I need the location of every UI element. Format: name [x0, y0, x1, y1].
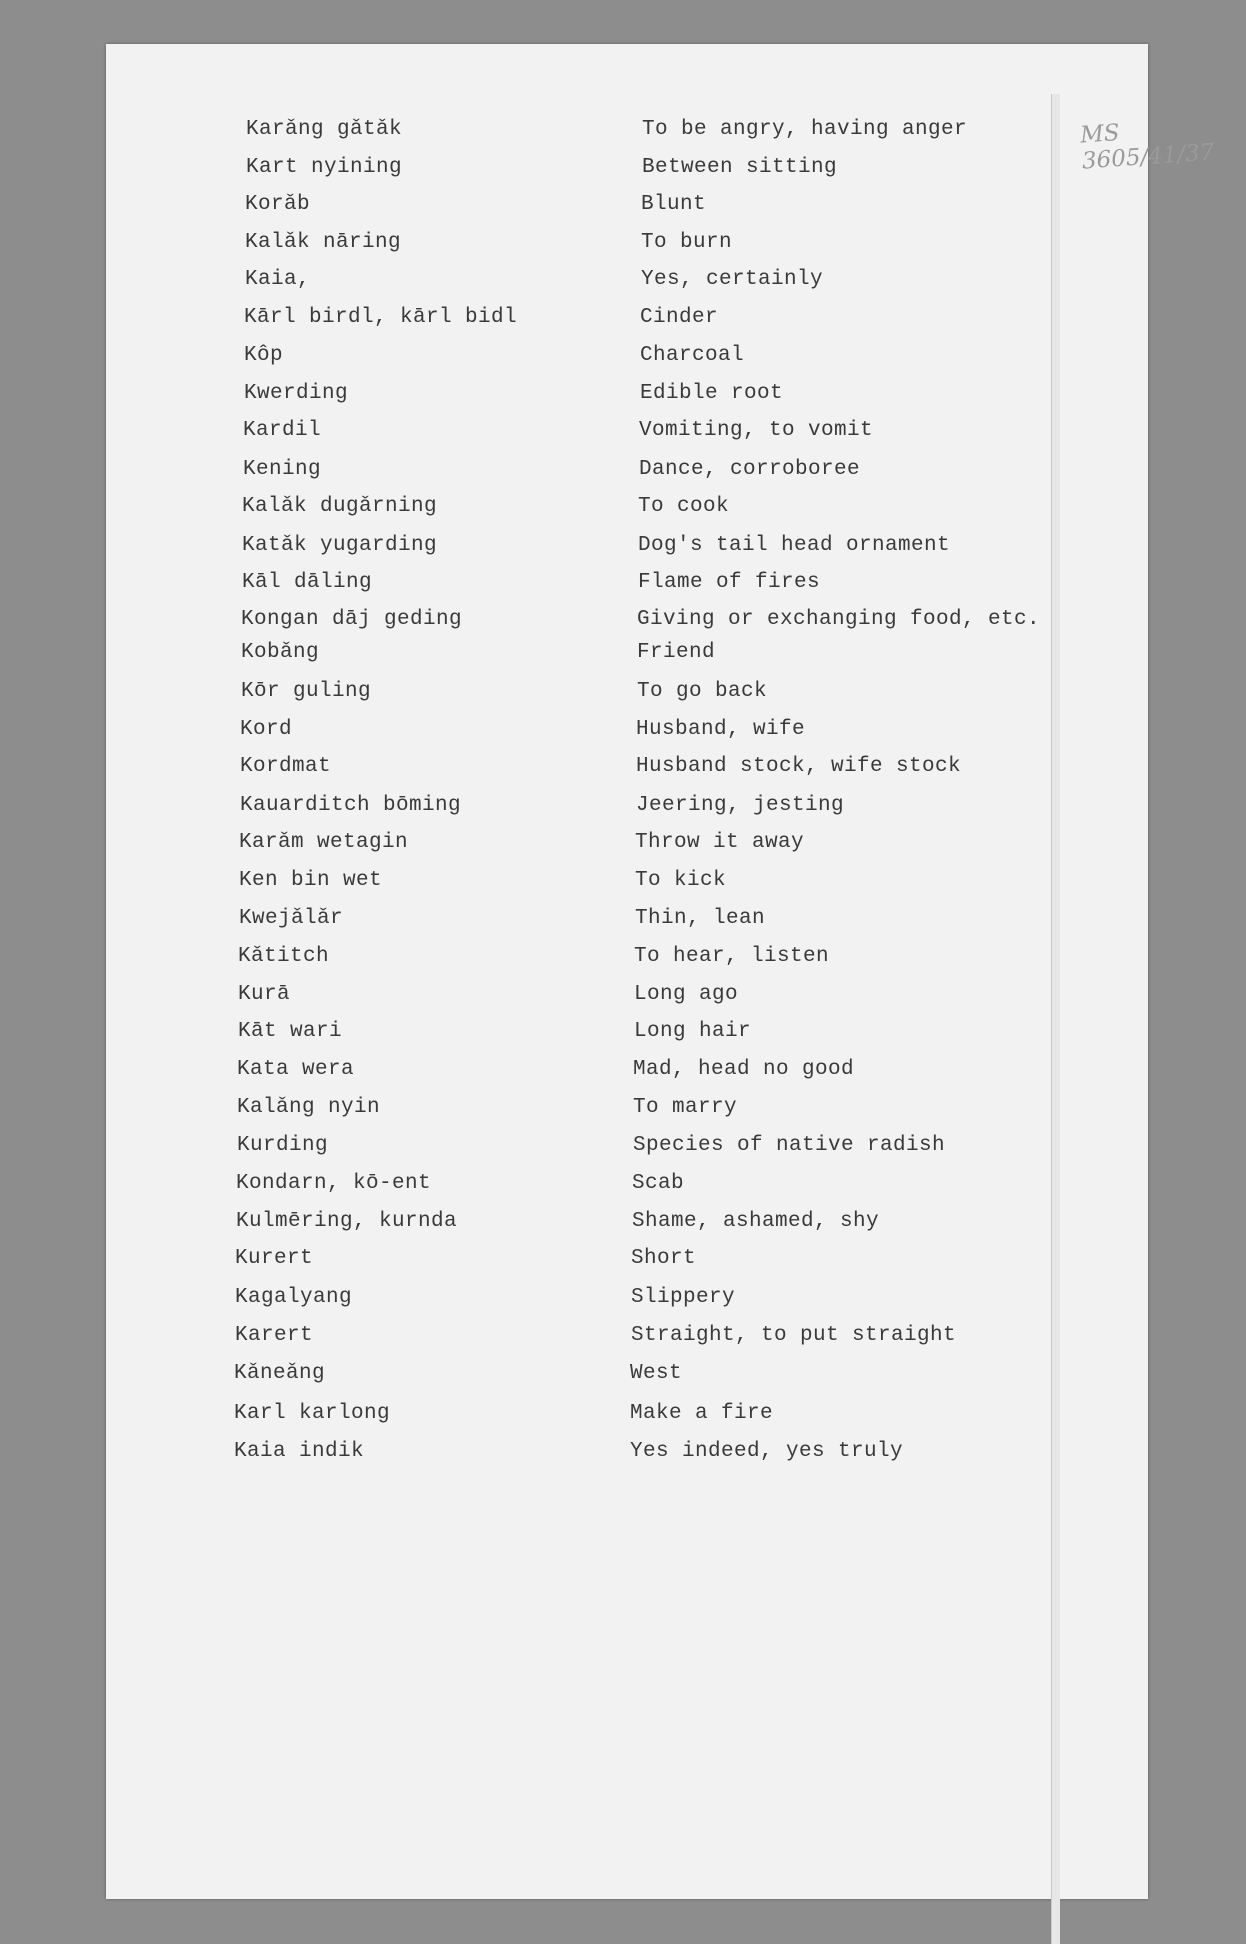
english-meaning: Thin, lean — [635, 907, 766, 930]
english-meaning: Husband, wife — [636, 718, 806, 741]
aboriginal-term: Kôp — [244, 344, 284, 367]
english-meaning: Yes indeed, yes truly — [630, 1440, 904, 1463]
aboriginal-term: Kalǎk nāring — [245, 231, 402, 254]
english-meaning: To marry — [633, 1096, 738, 1119]
english-meaning: Make a fire — [630, 1402, 774, 1425]
english-meaning: Throw it away — [635, 831, 805, 854]
english-meaning: To go back — [637, 680, 768, 703]
aboriginal-term: Kǎtitch — [238, 945, 330, 968]
english-meaning: Friend — [637, 641, 716, 664]
aboriginal-term: Kord — [240, 718, 293, 741]
aboriginal-term: Kōr guling — [241, 680, 372, 703]
english-meaning: West — [630, 1362, 683, 1385]
english-meaning: Giving or exchanging food, etc. — [637, 608, 1041, 631]
aboriginal-term: Kulmēring, kurnda — [236, 1210, 458, 1233]
aboriginal-term: Katǎk yugarding — [242, 534, 438, 557]
english-meaning: Dog's tail head ornament — [638, 534, 951, 557]
aboriginal-term: Kāt wari — [238, 1020, 343, 1043]
aboriginal-term: Kurding — [237, 1134, 329, 1157]
aboriginal-term: Kaia indik — [234, 1440, 365, 1463]
english-meaning: To kick — [635, 869, 727, 892]
aboriginal-term: Kardil — [243, 419, 322, 442]
aboriginal-term: Kwerding — [244, 382, 349, 405]
aboriginal-term: Kaia, — [245, 268, 311, 291]
aboriginal-term: Kauarditch bōming — [240, 794, 462, 817]
aboriginal-term: Kordmat — [240, 755, 332, 778]
aboriginal-term: Kening — [243, 458, 322, 481]
aboriginal-term: Kagalyang — [235, 1286, 353, 1309]
english-meaning: Long ago — [634, 983, 739, 1006]
english-meaning: Jeering, jesting — [636, 794, 845, 817]
aboriginal-term: Kalǎng nyin — [237, 1096, 381, 1119]
english-meaning: Short — [631, 1247, 697, 1270]
page-edge — [1051, 94, 1060, 1944]
english-meaning: Flame of fires — [638, 571, 821, 594]
aboriginal-term: Karǎm wetagin — [239, 831, 409, 854]
english-meaning: Mad, head no good — [633, 1058, 855, 1081]
aboriginal-term: Ken bin wet — [239, 869, 383, 892]
aboriginal-term: Karǎng gǎtǎk — [246, 118, 403, 141]
aboriginal-term: Kǎneǎng — [234, 1362, 326, 1385]
english-meaning: Cinder — [640, 306, 719, 329]
english-meaning: Species of native radish — [633, 1134, 946, 1157]
english-meaning: Charcoal — [640, 344, 745, 367]
document-page — [106, 44, 1216, 1899]
aboriginal-term: Karert — [235, 1324, 314, 1347]
english-meaning: Between sitting — [642, 156, 838, 179]
english-meaning: To hear, listen — [634, 945, 830, 968]
archive-reference: MS 3605/41/37 — [1079, 119, 1216, 175]
aboriginal-term: Kobǎng — [241, 641, 320, 664]
aboriginal-term: Kondarn, kō-ent — [236, 1172, 432, 1195]
english-meaning: Yes, certainly — [641, 268, 824, 291]
aboriginal-term: Kārl birdl, kārl bidl — [244, 306, 518, 329]
english-meaning: Edible root — [640, 382, 784, 405]
aboriginal-term: Karl karlong — [234, 1402, 391, 1425]
english-meaning: To be angry, having anger — [642, 118, 968, 141]
english-meaning: Blunt — [641, 193, 707, 216]
aboriginal-term: Kart nyining — [246, 156, 403, 179]
english-meaning: Slippery — [631, 1286, 736, 1309]
english-meaning: Scab — [632, 1172, 685, 1195]
english-meaning: Long hair — [634, 1020, 752, 1043]
english-meaning: To cook — [638, 495, 730, 518]
english-meaning: Husband stock, wife stock — [636, 755, 962, 778]
english-meaning: Shame, ashamed, shy — [632, 1210, 880, 1233]
aboriginal-term: Kurert — [235, 1247, 314, 1270]
aboriginal-term: Korǎb — [245, 193, 311, 216]
english-meaning: Vomiting, to vomit — [639, 419, 874, 442]
english-meaning: Straight, to put straight — [631, 1324, 957, 1347]
aboriginal-term: Kurā — [238, 983, 291, 1006]
aboriginal-term: Kwejǎlǎr — [239, 907, 344, 930]
aboriginal-term: Kalǎk dugǎrning — [242, 495, 438, 518]
english-meaning: To burn — [641, 231, 733, 254]
aboriginal-term: Kāl dāling — [242, 571, 373, 594]
english-meaning: Dance, corroboree — [639, 458, 861, 481]
aboriginal-term: Kata wera — [237, 1058, 355, 1081]
aboriginal-term: Kongan dāj geding — [241, 608, 463, 631]
